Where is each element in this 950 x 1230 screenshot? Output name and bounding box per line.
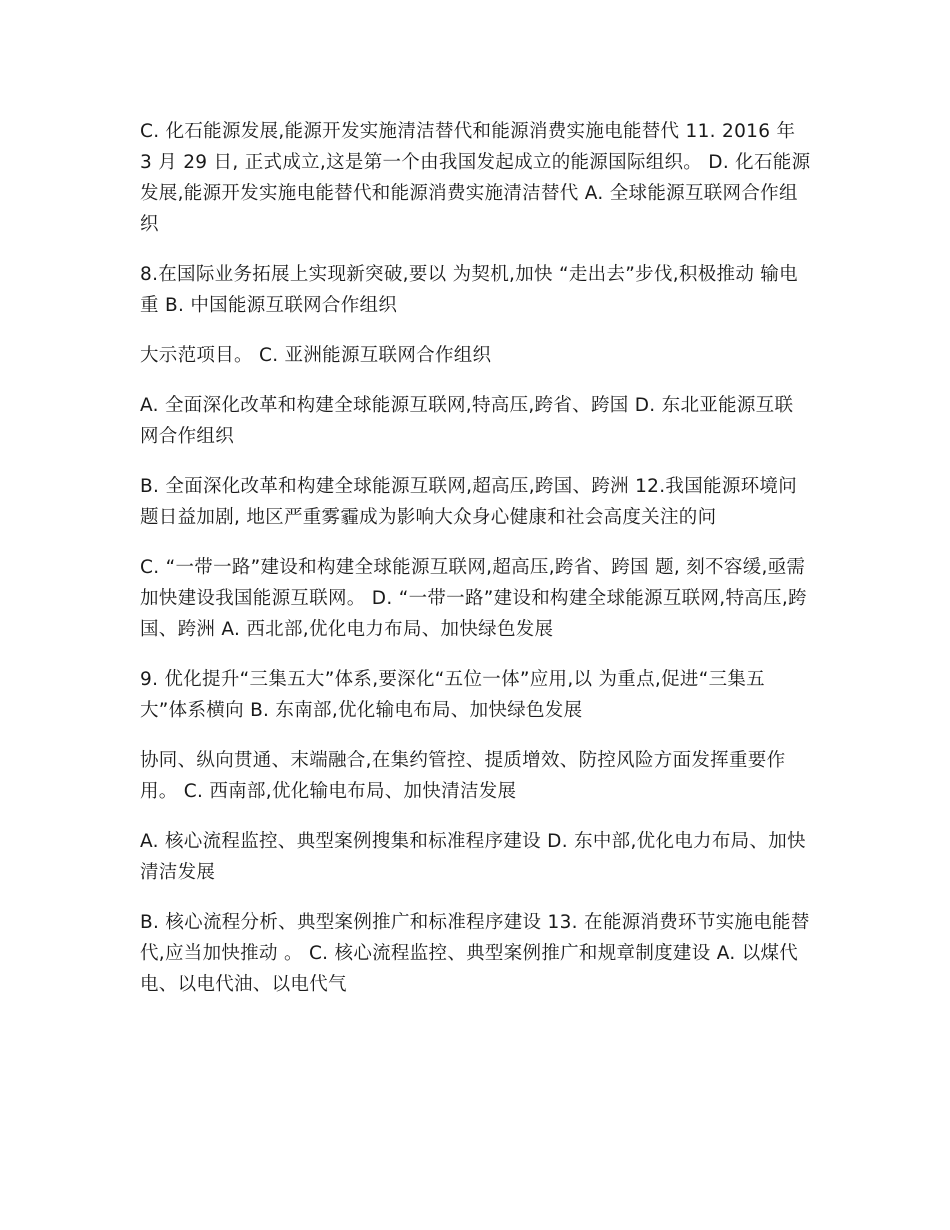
paragraph-7: 9. 优化提升“三集五大”体系,要深化“五位一体”应用,以 为重点,促进“三集五大”体系横向 B. 东南部,优化输电布局、加快绿色发展 — [140, 669, 765, 721]
paragraph-5: B. 全面深化改革和构建全球能源互联网,超高压,跨国、跨洲 12.我国能源环境问题日益加剧, 地区严重雾霾成为影响大众身心健康和社会高度关注的问 — [140, 476, 798, 528]
paragraph-8: 协同、纵向贯通、末端融合,在集约管控、提质增效、防控风险方面发挥重要作用。 C. 西南部,优化输电布局、加快清洁发展 — [140, 750, 786, 802]
paragraph-1: C. 化石能源发展,能源开发实施清洁替代和能源消费实施电能替代 11. 2016 年 3 月 29 日, 正式成立,这是第一个由我国发起成立的能源国际组织。 D. 化石能源发展,能源开发实施电能替代和能源消费实施清洁替代 A. 全球能源互联网合作组织 — [140, 121, 811, 235]
paragraph-10: B. 核心流程分析、典型案例推广和标准程序建设 13. 在能源消费环节实施电能替代,应当加快推动 。 C. 核心流程监控、典型案例推广和规章制度建设 A. 以煤代电、以电代油、以电代气 — [140, 912, 810, 995]
paragraph-6: C. “一带一路”建设和构建全球能源互联网,超高压,跨省、跨国 题, 刻不容缓,亟需加快建设我国能源互联网。 D. “一带一路”建设和构建全球能源互联网,特高压,跨国、跨洲 A. 西北部,优化电力布局、加快绿色发展 — [140, 557, 807, 640]
paragraph-2: 8.在国际业务拓展上实现新突破,要以 为契机,加快 “走出去”步伐,积极推动 输电重 B. 中国能源互联网合作组织 — [140, 264, 798, 316]
paragraph-3: 大示范项目。 C. 亚洲能源互联网合作组织 — [140, 345, 492, 366]
paragraph-4: A. 全面深化改革和构建全球能源互联网,特高压,跨省、跨国 D. 东北亚能源互联网合作组织 — [140, 395, 794, 447]
paragraph-9: A. 核心流程监控、典型案例搜集和标准程序建设 D. 东中部,优化电力布局、加快清洁发展 — [140, 831, 806, 883]
